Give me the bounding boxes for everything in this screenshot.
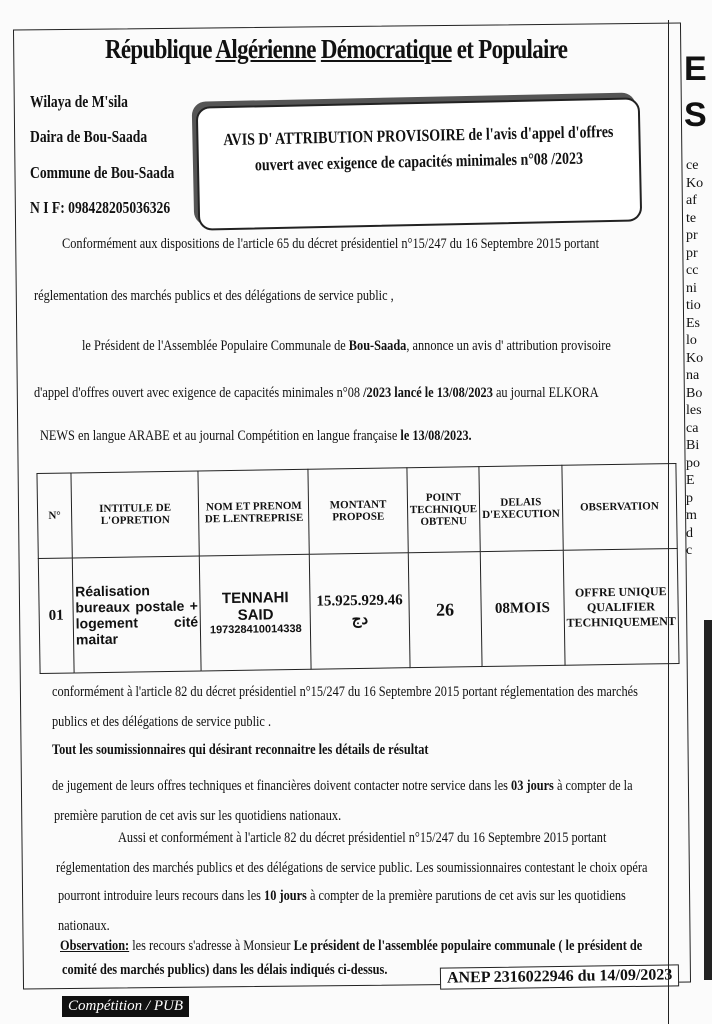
adjacent-text-fragment: po <box>686 455 700 471</box>
adjacent-text-fragment: Bi <box>686 438 700 453</box>
adjacent-text-fragment: af <box>686 193 697 208</box>
adjacent-text-fragment: Es <box>686 315 700 331</box>
adjacent-text-fragment: lo <box>686 333 697 348</box>
intro-line: le Président de l'Assemblée Populaire Communale de Bou-Saada, annonce un avis d' attribution provisoire <box>82 338 611 354</box>
issuer-nif: N I F: 098428205036326 <box>30 198 171 217</box>
adjacent-text-fragment: d <box>686 525 693 541</box>
notice-heading-line2: ouvert avec exigence de capacités minimales n°08 /2023 <box>254 148 584 175</box>
body-line: nationaux. <box>58 918 110 934</box>
cell-intitule: Réalisation bureaux postale + logement cité maitar <box>72 556 201 673</box>
adjacent-text-fragment: Bo <box>686 385 703 401</box>
page-title: République Algérienne Démocratique et Populaire <box>105 34 568 64</box>
adjacent-text-fragment: tio <box>686 298 701 313</box>
body-line: Tout les soumissionnaires qui désirant reconnaitre les détails de résultat <box>52 742 429 758</box>
issuer-daira: Daira de Bou-Saada <box>30 127 148 146</box>
source-label: Compétition / PUB <box>62 996 189 1017</box>
body-line: Aussi et conformément à l'article 82 du décret présidentiel n°15/247 du 16 Septembre 2015 portant <box>118 830 607 846</box>
body-line: conformément à l'article 82 du décret présidentiel n°15/247 du 16 Septembre 2015 portant réglementation des marchés <box>52 684 638 700</box>
table-row <box>38 548 679 673</box>
col-header-entreprise: NOM ET PRENOM DE L.ENTREPRISE <box>198 469 309 556</box>
intro-line: NEWS en langue ARABE et au journal Compétition en langue française le 13/08/2023. <box>40 428 472 444</box>
adjacent-text-fragment: c <box>686 543 693 558</box>
notice-heading-box <box>196 97 642 230</box>
adjacent-text-fragment: ni <box>686 280 697 296</box>
adjacent-text-fragment: te <box>686 210 697 226</box>
adjacent-text-fragment: ca <box>686 420 699 436</box>
adjacent-text-fragment: Ko <box>686 175 704 191</box>
adjacent-text-fragment: pr <box>686 228 698 243</box>
body-line: première parution de cet avis sur les quotidiens nationaux. <box>54 808 342 824</box>
intro-line: d'appel d'offres ouvert avec exigence de capacités minimales n°08 /2023 lancé le 13/08/2023 au journal ELKORA <box>34 385 599 401</box>
adjacent-headline: E <box>684 50 707 88</box>
adjacent-text-fragment: E <box>686 473 695 488</box>
issuer-wilaya: Wilaya de M'sila <box>30 92 128 111</box>
adjacent-text-fragment: cc <box>686 263 699 278</box>
col-header-montant: MONTANT PROPOSE <box>308 468 408 555</box>
adjacent-text-fragment: ce <box>686 158 699 173</box>
cell-montant: 15.925.929.46 دج <box>310 553 410 670</box>
intro-line: Conformément aux dispositions de l'article 65 du décret présidentiel n°15/247 du 16 Septembre 2015 portant <box>62 236 600 252</box>
adjacent-text-fragment: pr <box>686 245 698 261</box>
notice-heading-line1: AVIS D' ATTRIBUTION PROVISOIRE de l'avis d'appel d'offres <box>223 121 614 150</box>
col-header-no: N° <box>37 473 72 559</box>
cell-observation: OFFRE UNIQUE QUALIFIER TECHNIQUEMENT <box>563 548 679 665</box>
issuer-commune: Commune de Bou-Saada <box>30 163 175 182</box>
anep-reference: ANEP 2316022946 du 14/09/2023 <box>440 964 680 989</box>
col-header-observation: OBSERVATION <box>562 463 678 550</box>
adjacent-text-fragment: na <box>686 368 700 383</box>
adjacent-text-fragment: m <box>686 508 697 523</box>
col-header-point: POINT TECHNIQUE OBTENU <box>407 467 481 553</box>
table-header-row <box>37 463 677 558</box>
col-header-delais: DELAIS D'EXECUTION <box>479 465 563 551</box>
body-line: publics et des délégations de service public . <box>52 714 272 730</box>
adjacent-headline: S <box>684 96 707 134</box>
adjacent-text-fragment: les <box>686 403 702 418</box>
body-line: pourront introduire leurs recours dans les 10 jours à compter de la première parutions de cet avis sur les quotidiens <box>58 888 626 904</box>
cell-delais: 08MOIS <box>480 550 564 666</box>
observation-line: Observation: les recours s'adresse à Monsieur Le président de l'assemblée populaire communale ( le président de <box>60 938 643 954</box>
observation-line: comité des marchés publics) dans les délais indiqués ci-dessus. <box>62 962 388 978</box>
cell-point: 26 <box>408 552 482 668</box>
body-line: de jugement de leurs offres techniques et financières doivent contacter notre service dans les 03 jours à compter de la <box>52 778 633 794</box>
cell-no: 01 <box>38 558 74 674</box>
body-line: réglementation des marchés publics et des délégations de service public. Les soumissionnaires contestant le choix opéra <box>56 860 648 876</box>
intro-line: réglementation des marchés publics et des délégations de service public , <box>34 288 394 304</box>
adjacent-text-fragment: p <box>686 490 693 506</box>
col-header-intitule: INTITULE DE L'OPRETION <box>71 471 200 558</box>
adjacent-dark-block <box>704 620 712 980</box>
attribution-table <box>36 463 679 674</box>
adjacent-text-fragment: Ko <box>686 350 704 366</box>
cell-entreprise: TENNAHI SAID 197328410014338 <box>200 554 312 671</box>
